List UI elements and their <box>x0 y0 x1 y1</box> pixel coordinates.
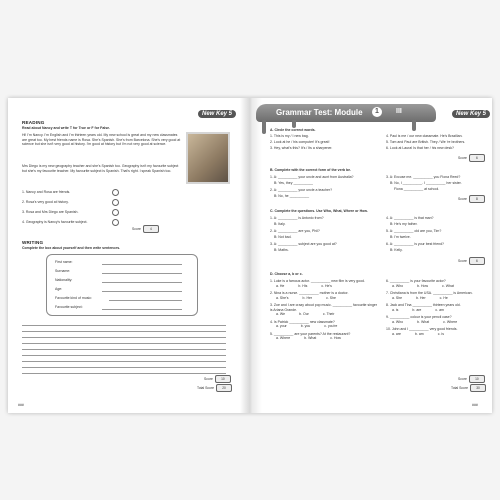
score-label: Score <box>458 377 467 381</box>
paint-drip <box>262 120 266 134</box>
field-age: Age: <box>55 287 63 291</box>
writing-lines[interactable] <box>22 320 226 374</box>
question: 4. Is Patrick __________ new classmate? <box>270 319 335 324</box>
section-c-item: B: Not bad. <box>274 235 292 239</box>
question: 1. Luke is a famous actor. __________ new film is very good. <box>270 279 365 283</box>
section-d-right <box>386 279 486 336</box>
option-a[interactable]: a. We <box>276 312 286 316</box>
options[interactable] <box>276 324 378 329</box>
option-a[interactable]: a. Where <box>276 336 291 340</box>
section-b-item: B: No, he __________ <box>274 194 310 198</box>
total-score-box: 30 <box>470 384 486 392</box>
question: 5. __________ are your parents? At the restaurant? <box>270 331 351 336</box>
title-banner <box>256 104 436 122</box>
option-b[interactable]: b. you <box>300 324 311 328</box>
section-b-heading: B. Complete with the correct form of the verb be. <box>270 168 352 172</box>
option-b[interactable]: b. What <box>417 319 430 324</box>
field-surname: Surname: <box>55 269 71 273</box>
paint-drip <box>292 120 296 128</box>
answer-circle[interactable] <box>112 219 119 226</box>
left-page <box>8 98 240 413</box>
question: 9. __________ colour is your pencil case? <box>386 315 452 319</box>
series-logo: New Key 5 <box>452 110 490 118</box>
option-c[interactable]: c. What <box>442 283 454 288</box>
reading-score <box>132 225 159 233</box>
reading-instruction: Read about Nancy and write T for True or F for False. <box>22 126 111 130</box>
score-label: Score <box>132 227 141 231</box>
option-c[interactable]: c. She <box>326 295 337 300</box>
book-spread <box>8 98 492 413</box>
option-a[interactable]: a. Who <box>392 319 404 324</box>
section-c-item: 4. A: __________ is that man? <box>386 216 434 220</box>
score-box: 4 <box>143 225 159 233</box>
section-d-score <box>458 375 485 383</box>
section-a-item-3: 3. Hey, what's this? It's / Its a sharpener. <box>270 146 333 150</box>
option-a[interactable]: a. Who <box>392 283 404 288</box>
total-score <box>197 384 232 392</box>
options[interactable] <box>276 336 378 341</box>
total-score <box>451 384 486 392</box>
field-line[interactable] <box>102 282 182 283</box>
field-line[interactable] <box>102 291 182 292</box>
option-b[interactable]: b. are <box>412 307 422 312</box>
section-c-item: B: He's my father. <box>390 222 418 226</box>
options[interactable] <box>276 296 378 301</box>
field-line[interactable] <box>109 300 182 301</box>
section-a-item-6: 6. Look at Laura! Is that her / his new desk? <box>386 146 454 150</box>
field-line[interactable] <box>102 273 182 274</box>
option-a[interactable]: a. He <box>276 283 285 288</box>
options[interactable] <box>392 332 486 337</box>
field-nationality: Nationality: <box>55 278 73 282</box>
section-b-score <box>458 195 485 203</box>
field-subject: Favourite subject: <box>55 305 83 309</box>
test-title: Grammar Test: Module <box>276 108 363 117</box>
section-c-item: B: Italy. <box>274 222 286 226</box>
question: 7. Christiana is from the USA. __________ is American. <box>386 291 473 295</box>
girl-photo <box>186 132 230 184</box>
option-a[interactable]: a. She <box>392 295 403 300</box>
field-music: Favourite kind of music: <box>55 296 92 300</box>
section-c-score <box>458 257 485 265</box>
section-c-item: 6. A: __________ is your best friend? <box>386 242 444 246</box>
reading-heading: READING <box>22 120 45 125</box>
writing-score <box>204 375 231 383</box>
question: 2. Nina is a nurse. __________ mother is a doctor. <box>270 291 349 295</box>
module-number: 1 <box>372 107 382 117</box>
reading-item-3: 3. Rosa and Mrs Diego are Spanish. <box>22 210 79 214</box>
section-a-item-2: 2. Look at he / his computer! It's great! <box>270 140 330 144</box>
options[interactable] <box>276 312 378 317</box>
option-c[interactable]: c. is <box>437 331 444 336</box>
question: 3. Zoe and I are crazy about pop music. __________ favourite singer is Ariana Grande. <box>270 303 378 312</box>
writing-heading: WRITING <box>22 240 44 245</box>
section-d-heading: D. Choose a, b or c. <box>270 272 303 276</box>
option-b[interactable]: b. am <box>414 331 424 336</box>
writing-instruction: Complete the box about yourself and then write sentences. <box>22 246 121 250</box>
reading-item-4: 4. Geography is Nancy's favourite subject. <box>22 220 88 224</box>
option-b[interactable]: b. How <box>417 283 428 288</box>
section-a-heading: A. Circle the correct words. <box>270 128 316 132</box>
score-box: 8 <box>469 195 485 203</box>
option-c[interactable]: c. How <box>330 336 341 340</box>
section-b-item: Fiona __________ at school. <box>394 187 440 191</box>
section-c-heading: C. Complete the questions. Use Who, What, Where or How. <box>270 209 368 213</box>
paint-drip <box>412 120 416 131</box>
option-b[interactable]: b. His <box>298 283 308 288</box>
total-score-box: 20 <box>216 384 232 392</box>
score-box: 10 <box>215 375 231 383</box>
field-line[interactable] <box>102 264 182 265</box>
section-a-item-4: 4. Paul is me / our new classmate. He's Brazilian. <box>386 134 463 138</box>
reading-text-1: Hi! I'm Nancy. I'm English and I'm thirteen years old. My new school is great and my new classmates are great too. My best friends name is Rosa. She's Spanish. She's from Barcelona. She's very good at science but she isn't very good at history. I'm good at history but I'm not very good at science. <box>22 133 181 146</box>
answer-circle[interactable] <box>112 189 119 196</box>
option-a[interactable]: a. your <box>276 324 287 328</box>
option-c[interactable]: c. am <box>435 307 444 312</box>
section-c-item: 2. A: __________ are you, Phil? <box>270 229 320 233</box>
score-box: 6 <box>469 154 485 162</box>
option-a[interactable]: a. is <box>392 307 399 312</box>
reading-text-2: Mrs Diego is my new geography teacher and she's Spanish too. Geography isn't my favourite subject but she's my favourite teacher. My favourite subject is Spanish. That's right. I speak Spanish too. <box>22 164 179 173</box>
option-a[interactable]: a. She's <box>276 295 289 300</box>
options[interactable] <box>392 308 486 313</box>
answer-circle[interactable] <box>112 209 119 216</box>
options[interactable] <box>392 296 486 301</box>
field-first-name: First name: <box>55 260 73 264</box>
options[interactable] <box>392 284 486 289</box>
option-c[interactable]: c. you're <box>324 324 338 328</box>
option-a[interactable]: a. are <box>392 331 401 336</box>
book-gutter <box>240 98 262 413</box>
section-a-item-5: 5. Tom and Paul are British. They / We 're brothers. <box>386 140 466 144</box>
personal-info-box <box>46 254 198 316</box>
option-c[interactable]: c. He <box>439 295 448 300</box>
page-footer-right: ### <box>472 403 478 407</box>
answer-circle[interactable] <box>112 199 119 206</box>
option-b[interactable]: b. Her <box>416 295 426 300</box>
question: 8. Jack and Tina __________ thirteen years old. <box>386 303 461 307</box>
total-score-label: Total Score <box>451 386 468 390</box>
section-c-item: 3. A: __________ subject are you good at? <box>270 242 337 246</box>
score-box: 6 <box>469 257 485 265</box>
field-line[interactable] <box>102 309 182 310</box>
reading-item-2: 2. Rosa's very good at history. <box>22 200 69 204</box>
section-a-score <box>458 154 485 162</box>
option-b[interactable]: b. What <box>304 336 317 340</box>
total-score-label: Total Score <box>197 386 214 390</box>
section-b-item: B: Yes, they __________ <box>274 181 313 185</box>
page-footer-left: ### <box>18 403 24 407</box>
score-label: Score <box>458 259 467 263</box>
section-a-item-1: 1. This is my / I new bag. <box>270 134 309 138</box>
section-b-item: B: No, I __________. I __________ her sister. <box>390 181 462 185</box>
option-b[interactable]: b. Her <box>302 295 313 300</box>
question: 6. __________ is your favourite actor? <box>386 279 446 283</box>
option-b[interactable]: b. Our <box>299 312 309 316</box>
section-c-item: B: Maths. <box>274 248 289 252</box>
section-c-item: B: Kelly. <box>390 248 403 252</box>
question: 10. John and I __________ very good friends. <box>386 327 458 331</box>
score-label: Score <box>204 377 213 381</box>
section-c-item: B: I'm twelve. <box>390 235 411 239</box>
right-page <box>262 98 492 413</box>
score-label: Score <box>458 197 467 201</box>
option-c[interactable]: c. Where <box>443 319 458 324</box>
options[interactable] <box>276 284 378 289</box>
section-c-item: 1. A: __________ is Antonio from? <box>270 216 324 220</box>
series-logo: New Key 5 <box>198 110 236 118</box>
module-tab: III <box>396 108 402 115</box>
score-label: Score <box>458 156 467 160</box>
section-b-item: 3. A: Excuse me. __________ you Fiona Reed? <box>386 175 461 179</box>
reading-item-1: 1. Nancy and Rosa are friends. <box>22 190 71 194</box>
score-box: 10 <box>469 375 485 383</box>
options[interactable] <box>392 320 486 325</box>
option-c[interactable]: c. Their <box>322 312 335 316</box>
section-b-item: 2. A: __________ your uncle a teacher? <box>270 188 333 192</box>
section-d-left <box>270 279 378 341</box>
section-b-item: 1. A: __________ your uncle and aunt from Australia? <box>270 175 354 179</box>
option-c[interactable]: c. He's <box>321 283 332 288</box>
section-c-item: 5. A: __________ old are you, Tim? <box>386 229 442 233</box>
